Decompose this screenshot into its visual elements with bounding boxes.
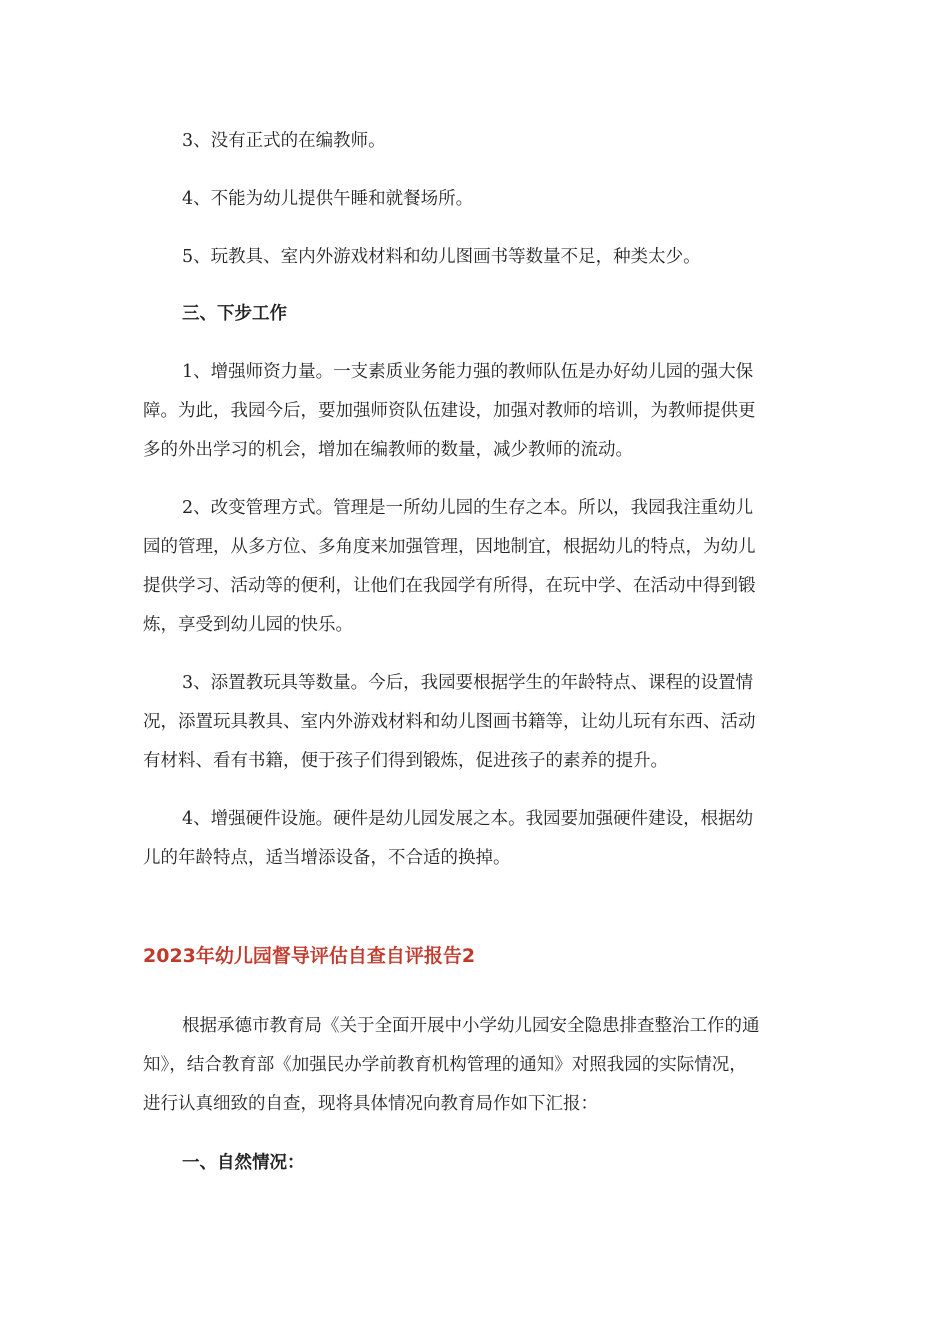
paragraph-line: 1、增强师资力量。一支素质业务能力强的教师队伍是办好幼儿园的强大保 [182,362,754,382]
paragraph-line: 2、改变管理方式。管理是一所幼儿园的生存之本。所以，我园我注重幼儿 [182,498,754,518]
paragraph-line: 园的管理，从多方位、多角度来加强管理，因地制宜，根据幼儿的特点，为幼儿 [143,537,756,557]
list-item-5: 5、玩教具、室内外游戏材料和幼儿图画书等数量不足，种类太少。 [182,247,701,267]
report-title: 2023年幼儿园督导评估自查自评报告2 [143,945,476,967]
paragraph-line: 多的外出学习的机会，增加在编教师的数量，减少教师的流动。 [143,440,633,460]
paragraph-line: 炼，享受到幼儿园的快乐。 [143,615,353,635]
paragraph-line: 有材料、看有书籍，便于孩子们得到锻炼，促进孩子的素养的提升。 [143,751,668,771]
paragraph-line: 提供学习、活动等的便利，让他们在我园学有所得，在玩中学、在活动中得到锻 [143,576,756,596]
paragraph-line: 4、增强硬件设施。硬件是幼儿园发展之本。我园要加强硬件建设，根据幼 [182,809,754,829]
section-heading-next-steps: 三、下步工作 [182,304,287,324]
list-item-4: 4、不能为幼儿提供午睡和就餐场所。 [182,189,474,209]
paragraph-line: 根据承德市教育局《关于全面开展中小学幼儿园安全隐患排查整治工作的通 [182,1016,760,1036]
paragraph-line: 知》，结合教育部《加强民办学前教育机构管理的通知》对照我园的实际情况， [143,1055,747,1075]
section-heading-natural-situation: 一、自然情况： [182,1153,305,1173]
paragraph-line: 障。为此，我园今后，要加强师资队伍建设，加强对教师的培训，为教师提供更 [143,401,756,421]
list-item-3: 3、没有正式的在编教师。 [182,131,386,151]
paragraph-line: 儿的年龄特点，适当增添设备，不合适的换掉。 [143,848,511,868]
paragraph-line: 3、添置教玩具等数量。今后，我园要根据学生的年龄特点、课程的设置情 [182,673,754,693]
paragraph-line: 况，添置玩具教具、室内外游戏材料和幼儿图画书籍等，让幼儿玩有东西、活动 [143,712,756,732]
paragraph-line: 进行认真细致的自查，现将具体情况向教育局作如下汇报： [143,1094,598,1114]
